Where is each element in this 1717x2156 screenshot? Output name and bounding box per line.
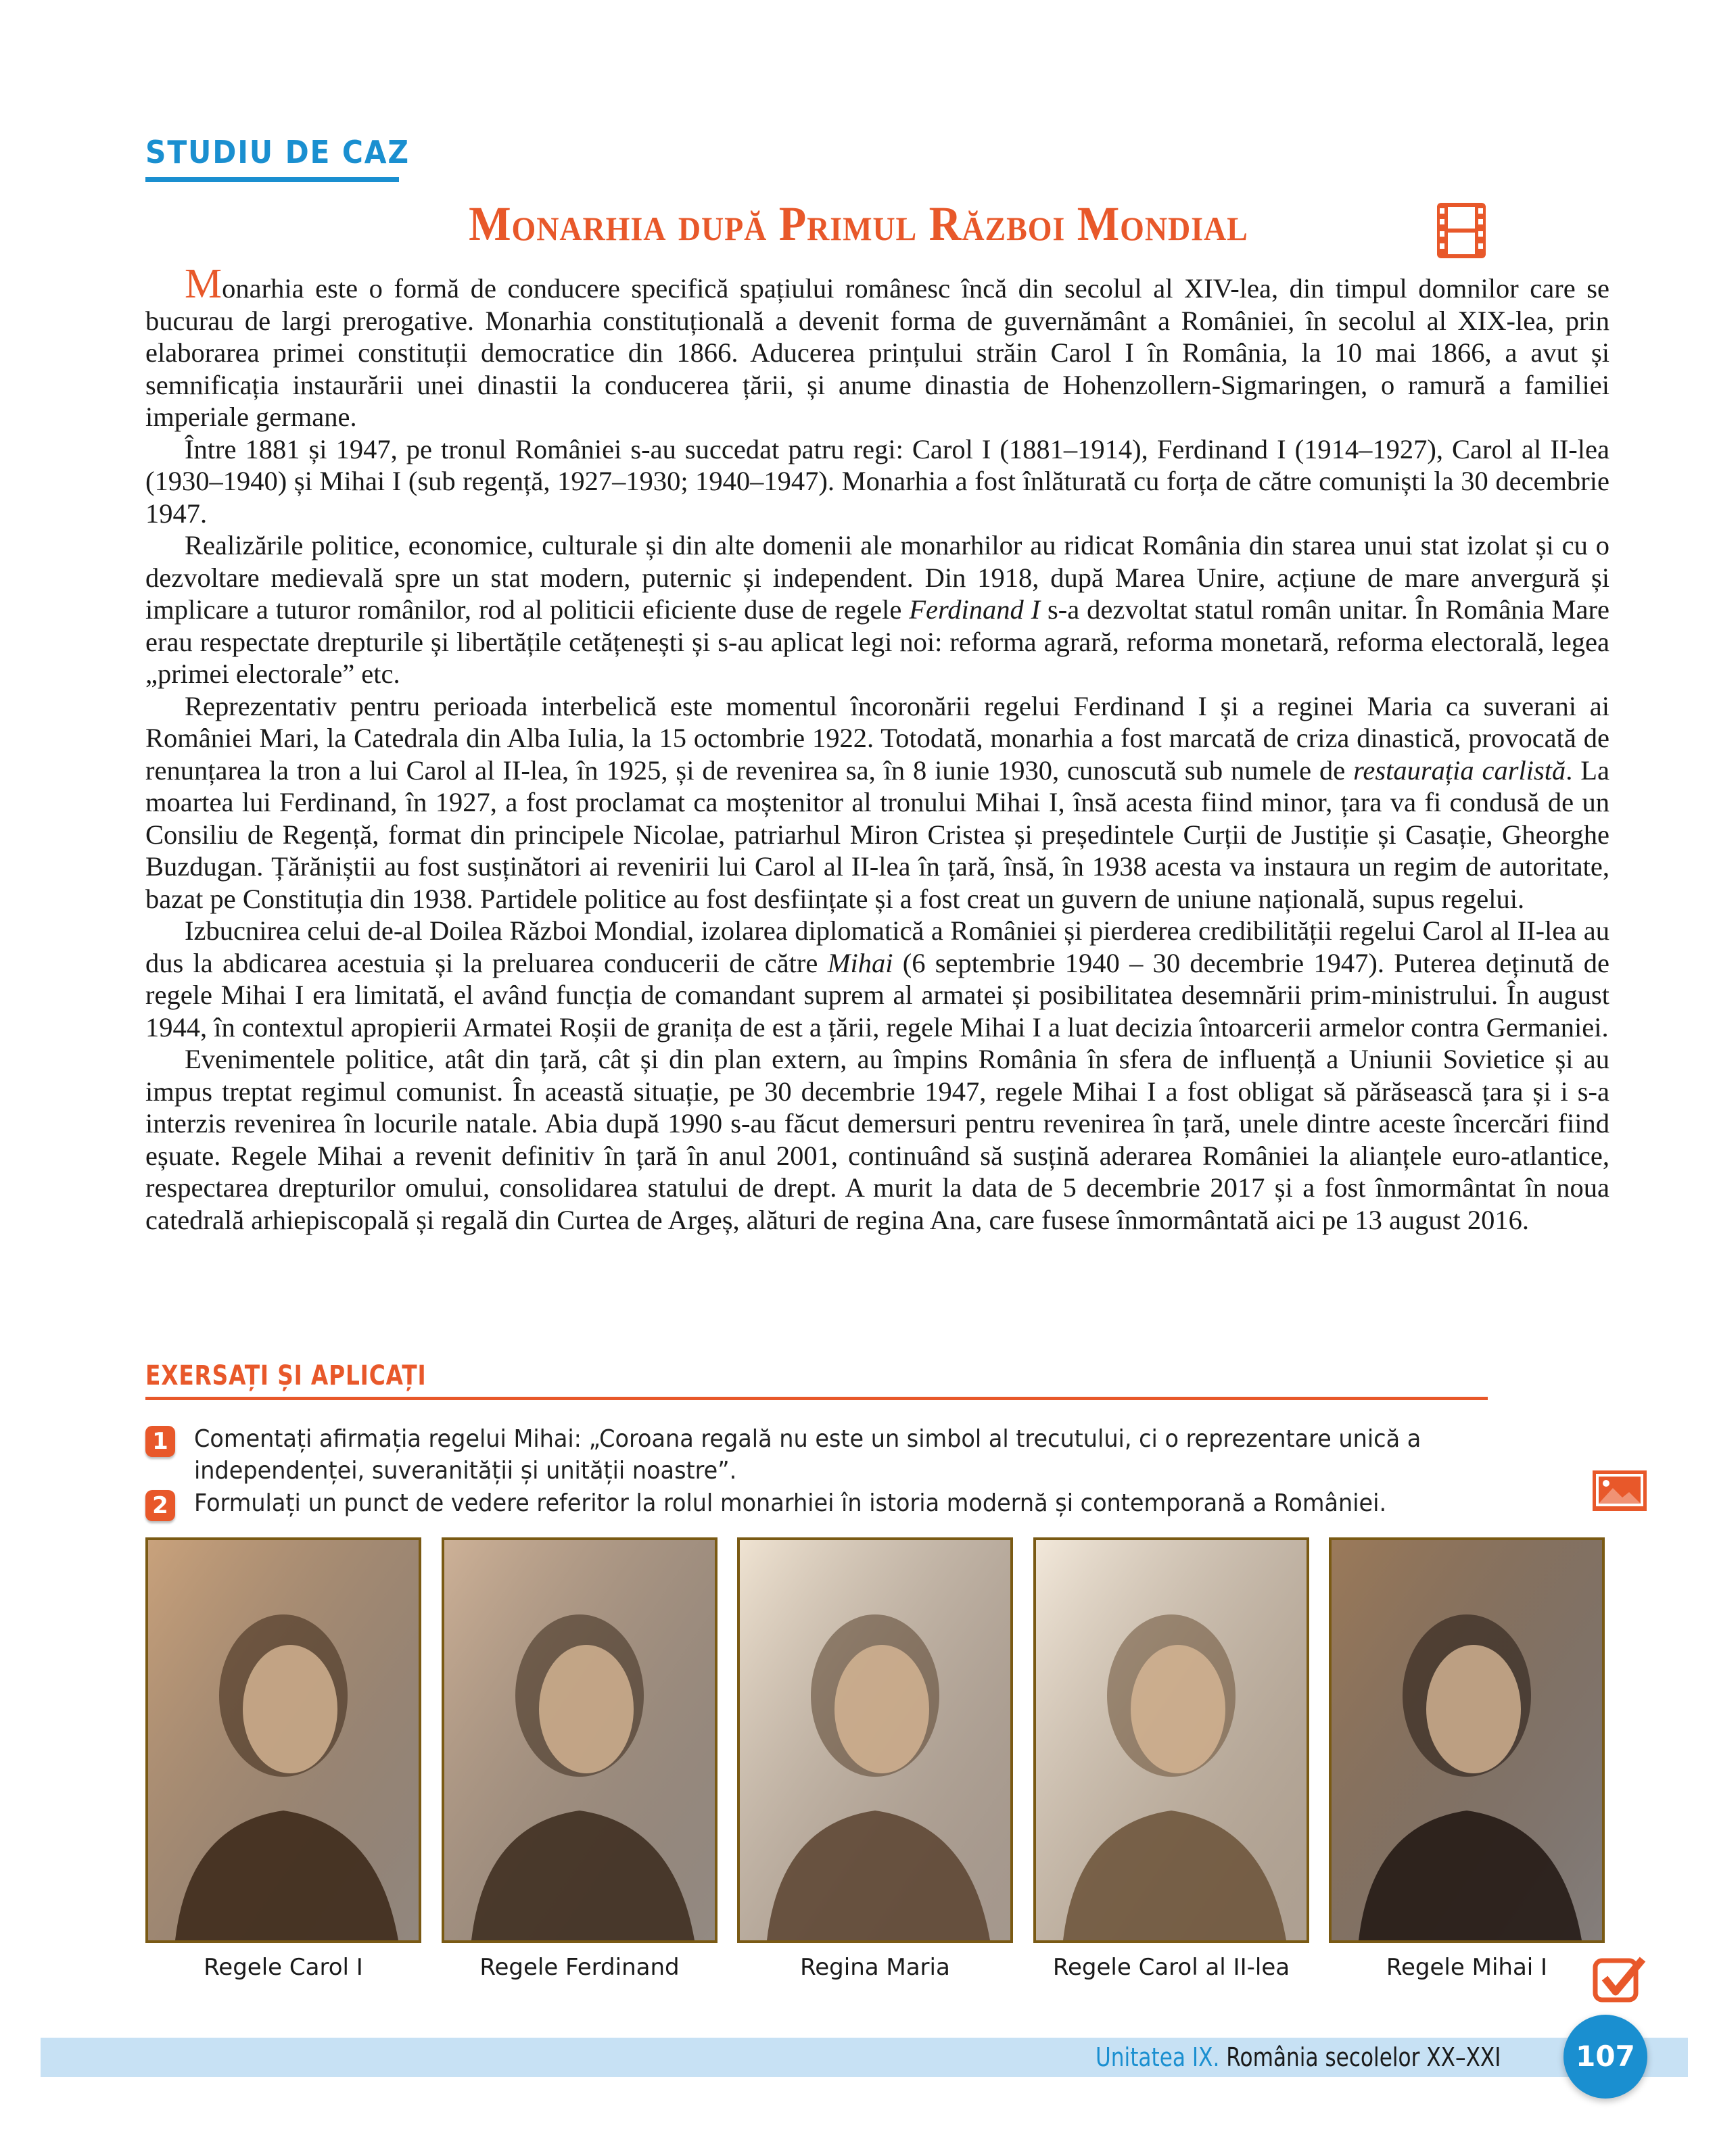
paragraph-text: Evenimentele politice, atât din țară, cât și din plan extern, au împins România în sfera de influență a Uniunii Sovietice și au impus treptat regimul comunist. În această situație, pe 30 decembrie 1947, regele Mihai I a fost obligat să părăsească țara și i s-a interzis revenirea în locurile natale. Abia după 1990 s-au făcut demersuri pentru revenirea în țară, unele dintre aceste încercări fiind eșuate. Regele Mihai a revenit definitiv în țară în anul 2001, continuând să susțină aderarea României la alianțele euro-atlantice, respectarea drepturilor omului, consolidarea statului de drept. A murit la data de 5 decembrie 2017 și a fost înmormântat în noua catedrală arhiepiscopală și regală din Curtea de Argeș, alături de regina Ana, care fusese înmormântată aici pe 13 august 2016.: [145, 1044, 1609, 1235]
paragraph-text: . La moartea lui Ferdinand, în 1927, a fost proclamat ca moștenitor al tronului Mihai I, însă acesta fiind minor, țara va fi condusă de un Consiliu de Regență, format din principele Nicolae, patriarhul Miron Cristea și președintele Curții de Justiție și Casație, Gheorghe Buzdugan. Țărăniștii au fost susținători ai revenirii lui Carol al II-lea în țară, însă, în 1938 acesta va instaura un regim de autoritate, bazat pe Constituția din 1938. Partidele politice au fost desființate și a fost creat un guvern de uniune națională, supus regelui.: [145, 754, 1609, 914]
paragraph-text: Între 1881 și 1947, pe tronul României s-au succedat patru regi: Carol I (1881–1914), Ferdinand I (1914–1927), Carol al II-lea (1930–1940) și Mihai I (sub regență, 1927–1930; 1940–1947). Monarhia a fost înlăturată cu forța de către comuniști la 30 decembrie 1947.: [145, 433, 1609, 529]
paragraph-text: Realizările politice, economice, culturale și din alte domenii ale monarhilor au ridicat România din starea unui stat izolat și cu o dezvoltare medievală spre un stat modern, puternic și independent. Din 1918, după Marea Unire, acțiune de mare anvergură și implicare a tuturor românilor, rod al politicii eficiente duse de regele: [145, 530, 1609, 625]
portrait-image: [1332, 1540, 1602, 1940]
exercise-item: [145, 1487, 1538, 1521]
portrait-image: [740, 1540, 1010, 1940]
photo-caption: Regele Mihai I: [1386, 1954, 1548, 1981]
drop-cap: M: [185, 261, 222, 307]
portrait-image: [148, 1540, 419, 1940]
exercise-text: Formulați un punct de vedere referitor la rolul monarhiei în istoria modernă și contemporană a României.: [194, 1489, 1387, 1517]
footer-unit: Unitatea IX.: [1096, 2042, 1220, 2072]
photo-caption: Regele Carol al II-lea: [1052, 1954, 1290, 1981]
paragraph-text: Reprezentativ pentru perioada interbelică este momentul încoronării regelui Ferdinand I și a reginei Maria ca suverani ai României Mari, la Catedrala din Alba Iulia, la 15 octombrie 1922. Totodată, monarhia a fost marcată de criza dinastică, provocată de renunțarea la tron a lui Carol al II-lea, în 1925, și de revenirea sa, în 8 iunie 1930, cunoscută sub numele de: [145, 690, 1609, 786]
photo-caption: Regele Carol I: [204, 1954, 363, 1981]
portrait-photo: [145, 1537, 421, 1943]
body-paragraph: [145, 529, 1609, 690]
exercise-number-badge: 2: [145, 1490, 175, 1521]
portrait-photo: [442, 1537, 718, 1943]
check-icon[interactable]: [1593, 1954, 1647, 2003]
exercises-heading: EXERSAȚI ȘI APLICAȚI: [145, 1360, 427, 1391]
paragraph-text: onarhia este o formă de conducere specifică spațiului românesc încă din secolul al XIV-lea, din timpul domnilor care se bucurau de largi prerogative. Monarhia constituțională a devenit forma de guvernământ a României, în secolul al XIX-lea, prin elaborarea primei constituții democratice din 1866. Aducerea prințului străin Carol I în România, la 10 mai 1866, a avut și semnificația instaurării unei dinastii la conducerea țării, și anume dinastia de Hohenzollern-Sigmaringen, o ramură a familiei imperiale germane.: [145, 273, 1609, 432]
paragraph-text: Izbucnirea celui de-al Doilea Război Mondial, izolarea diplomatică a României și pierderea credibilității regelui Carol al II-lea au dus la abdicarea acestuia și la preluarea conducerii de către: [145, 915, 1609, 978]
page-title-text: Monarhia după Primul Război Mondial: [469, 197, 1248, 251]
portrait-image: [444, 1540, 715, 1940]
exercises-divider: [145, 1397, 1488, 1400]
portrait-photo: [737, 1537, 1013, 1943]
footer-chapter: România secolelor XX–XXI: [1226, 2042, 1501, 2072]
exercise-text: Comentați afirmația regelui Mihai: „Coroana regală nu este un simbol al trecutului, ci o reprezentare unică a independenței, suveranității și unității noastre”.: [194, 1425, 1421, 1485]
footer-breadcrumb: [1096, 2038, 1501, 2077]
italic-term: Mihai: [827, 947, 893, 978]
body-paragraph: [145, 690, 1609, 915]
body-paragraph: [145, 433, 1609, 530]
section-label: STUDIU DE CAZ: [145, 134, 410, 170]
portrait-photo: [1033, 1537, 1309, 1943]
photo-caption: Regele Ferdinand: [479, 1954, 680, 1981]
italic-term: restaurația carlistă: [1353, 754, 1566, 786]
body-paragraph: [145, 1043, 1609, 1236]
article-body: [145, 261, 1609, 1236]
film-icon[interactable]: [1437, 203, 1486, 258]
portrait-image: [1036, 1540, 1307, 1940]
portrait-photo: [1329, 1537, 1605, 1943]
paragraph-text: s-a dezvoltat statul român unitar. În România Mare erau respectate drepturile și libertățile cetățenești și s-au aplicat legi noi: reforma agrară, reforma monetară, reforma electorală, legea „primei electorale” etc.: [145, 594, 1609, 689]
exercise-number-badge: 1: [145, 1426, 175, 1457]
image-icon[interactable]: [1593, 1470, 1647, 1511]
photo-caption: Regina Maria: [800, 1954, 950, 1981]
exercise-item: [145, 1423, 1538, 1491]
paragraph-text: (6 septembrie 1940 – 30 decembrie 1947). Puterea deținută de regele Mihai I era limitată, el având funcția de comandant suprem al armatei și posibilitatea desemnării prim-ministrului. În august 1944, în contextul apropierii Armatei Roșii de granița de est a țării, regele Mihai I a luat decizia întoarcerii armelor contra Germaniei.: [145, 947, 1609, 1043]
body-paragraph: [145, 261, 1609, 433]
italic-term: Ferdinand I: [909, 594, 1041, 625]
body-paragraph: [145, 915, 1609, 1043]
section-label-underline: [145, 177, 399, 182]
page-number: 107: [1563, 2015, 1647, 2099]
